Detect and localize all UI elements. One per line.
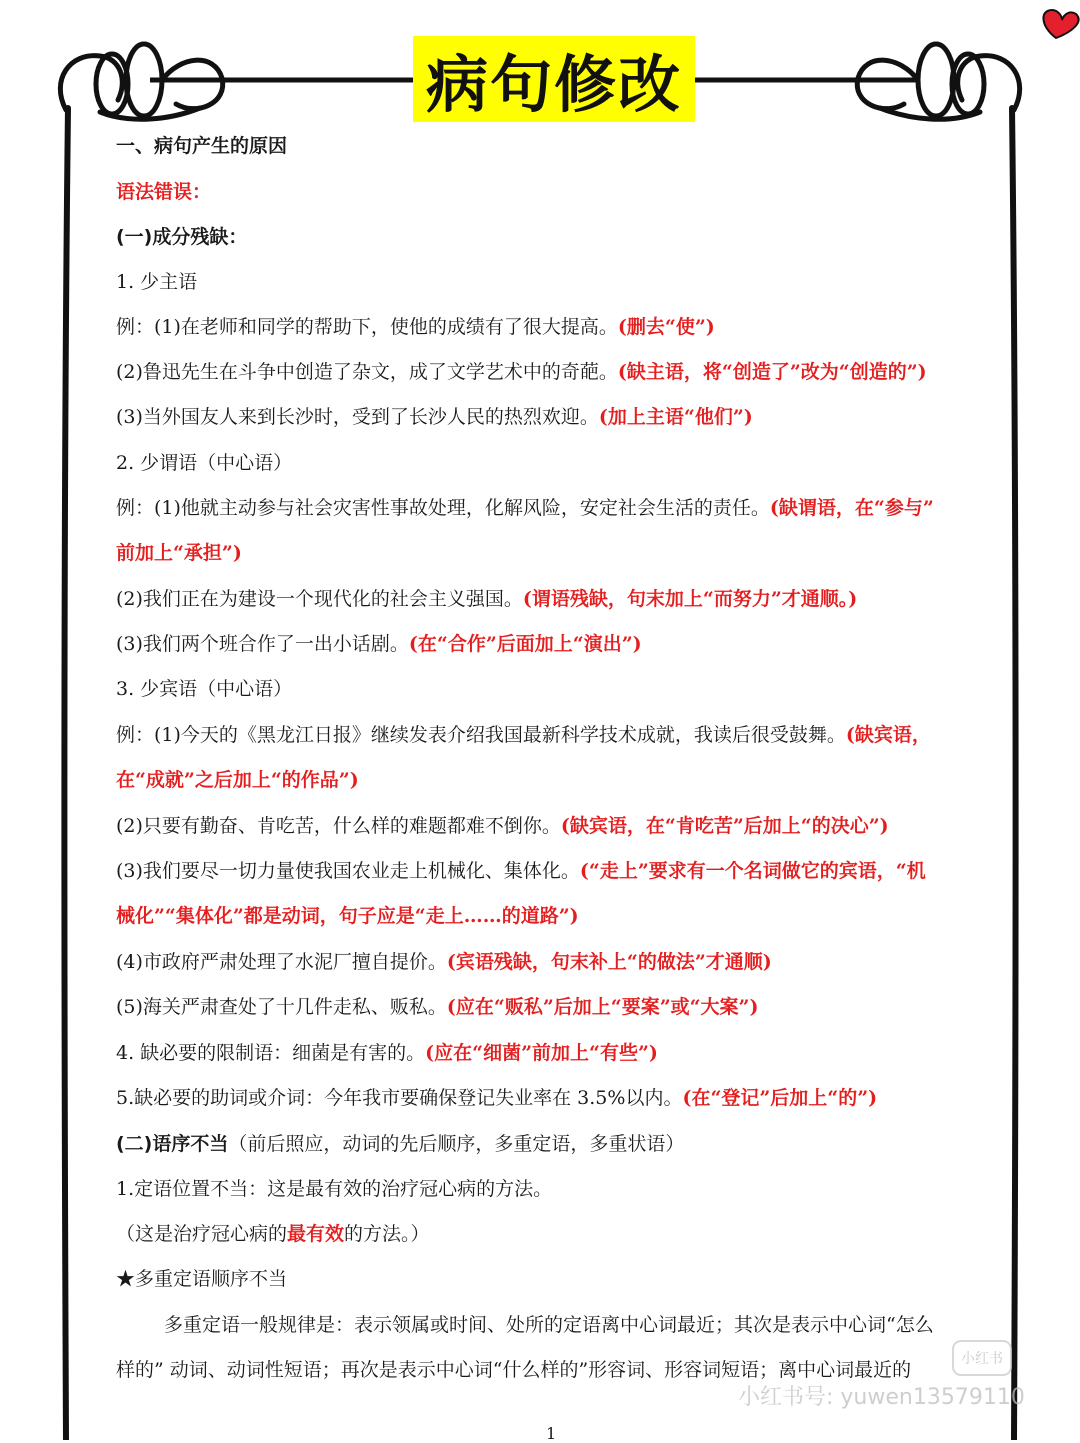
fix-text: （这是治疗冠心病的 xyxy=(116,1223,288,1245)
star-item: ★多重定语顺序不当 xyxy=(116,1268,288,1290)
example-3-2 xyxy=(116,813,1006,839)
correction-note: 械化”“集体化”都是动词，句子应是“走上……的道路”) xyxy=(116,905,579,927)
page-title: 病句修改 xyxy=(413,36,695,122)
item2-title: 2. 少谓语（中心语） xyxy=(116,452,293,474)
example-text: (3)我们两个班合作了一出小话剧。 xyxy=(116,633,409,655)
example-3-3-cont xyxy=(116,903,1006,929)
correction-note: (删去“使”) xyxy=(617,316,715,338)
paragraph-line-2: 样的” 动词、动词性短语；再次是表示中心词“什么样的”形容词、形容词短语；离中心词最近的 xyxy=(116,1359,912,1381)
order-item-1: 1.定语位置不当：这是最有效的治疗冠心病的方法。 xyxy=(116,1178,553,1200)
example-text: 例：(1)今天的《黑龙江日报》继续发表介绍我国最新科学技术成就，我读后很受鼓舞。 xyxy=(116,724,846,746)
example-3-1-cont xyxy=(116,767,1006,793)
correction-note: (缺主语，将“创造了”改为“创造的”) xyxy=(617,361,927,383)
part2-heading xyxy=(116,1131,1006,1157)
correction-note: (宾语残缺，句末补上“的做法”才通顺) xyxy=(446,951,772,973)
correction-note: (应在“细菌”前加上“有些”) xyxy=(425,1042,658,1064)
correction-note: (应在“贩私”后加上“要案”或“大案”) xyxy=(446,996,759,1018)
example-1-2 xyxy=(116,359,1006,385)
item5 xyxy=(116,1085,1006,1111)
example-text: 例：(1)他就主动参与社会灾害性事故处理，化解风险，安定社会生活的责任。 xyxy=(116,497,770,519)
example-text: 例：(1)在老师和同学的帮助下，使他的成绩有了很大提高。 xyxy=(116,316,618,338)
correction-note: (在“合作”后面加上“演出”) xyxy=(408,633,642,655)
fix-text: 的方法。） xyxy=(344,1223,430,1245)
example-1-1 xyxy=(116,314,1006,340)
example-text: 5.缺必要的助词或介词：今年我市要确保登记失业率在 3.5%以内。 xyxy=(116,1087,683,1109)
example-text: (5)海关严肃查处了十几件走私、贩私。 xyxy=(116,996,447,1018)
example-text: (2)鲁迅先生在斗争中创造了杂文，成了文学艺术中的奇葩。 xyxy=(116,361,618,383)
heart-icon xyxy=(1043,10,1078,38)
correction-note: (加上主语“他们”) xyxy=(598,406,753,428)
correction-note: 前加上“承担”) xyxy=(116,542,242,564)
example-text: (3)我们要尽一切力量使我国农业走上机械化、集体化。 xyxy=(116,860,580,882)
example-2-1-cont xyxy=(116,540,1006,566)
example-3-1 xyxy=(116,722,1006,748)
item1-title: 1. 少主语 xyxy=(116,271,198,293)
example-text: (4)市政府严肃处理了水泥厂擅自提价。 xyxy=(116,951,447,973)
grammar-errors-label: 语法错误： xyxy=(116,181,212,203)
example-2-1 xyxy=(116,495,1006,521)
correction-note: (在“登记”后加上“的”) xyxy=(682,1087,878,1109)
order-item-1-fix xyxy=(116,1221,1006,1247)
example-1-3 xyxy=(116,404,1006,430)
part2-title: (二)语序不当 xyxy=(116,1133,229,1155)
example-3-5 xyxy=(116,994,1006,1020)
correction-note: (缺谓语，在“参与” xyxy=(769,497,934,519)
example-text: (2)我们正在为建设一个现代化的社会主义强国。 xyxy=(116,588,523,610)
watermark-text: 小红书号: yuwen13579110 xyxy=(738,1385,1025,1410)
paragraph-line-1: 多重定语一般规律是：表示领属或时间、处所的定语离中心词最近；其次是表示中心词“怎么 xyxy=(164,1314,934,1336)
part2-subtitle: （前后照应，动词的先后顺序，多重定语，多重状语） xyxy=(228,1133,685,1155)
part1-heading: (一)成分残缺： xyxy=(116,226,248,248)
example-2-2 xyxy=(116,586,1006,612)
example-text: 4. 缺必要的限制语：细菌是有害的。 xyxy=(116,1042,426,1064)
correction-note: (缺宾语， xyxy=(845,724,931,746)
example-text: (2)只要有勤奋、肯吃苦，什么样的难题都难不倒你。 xyxy=(116,815,561,837)
page-number: 1 xyxy=(546,1424,557,1443)
section-heading: 一、病句产生的原因 xyxy=(116,135,288,157)
correction-note: (“走上”要求有一个名词做它的宾语，“机 xyxy=(579,860,926,882)
example-3-3 xyxy=(116,858,1006,884)
correction-note: (缺宾语，在“肯吃苦”后加上“的决心”) xyxy=(560,815,889,837)
watermark-logo: 小红书 xyxy=(952,1340,1012,1376)
correction-note: (谓语残缺，句末加上“而努力”才通顺。) xyxy=(522,588,858,610)
example-3-4 xyxy=(116,949,1006,975)
example-text: (3)当外国友人来到长沙时，受到了长沙人民的热烈欢迎。 xyxy=(116,406,599,428)
item3-title: 3. 少宾语（中心语） xyxy=(116,678,293,700)
highlight-text: 最有效 xyxy=(287,1223,345,1245)
item4 xyxy=(116,1040,1006,1066)
example-2-3 xyxy=(116,631,1006,657)
correction-note: 在“成就”之后加上“的作品”) xyxy=(116,769,359,791)
